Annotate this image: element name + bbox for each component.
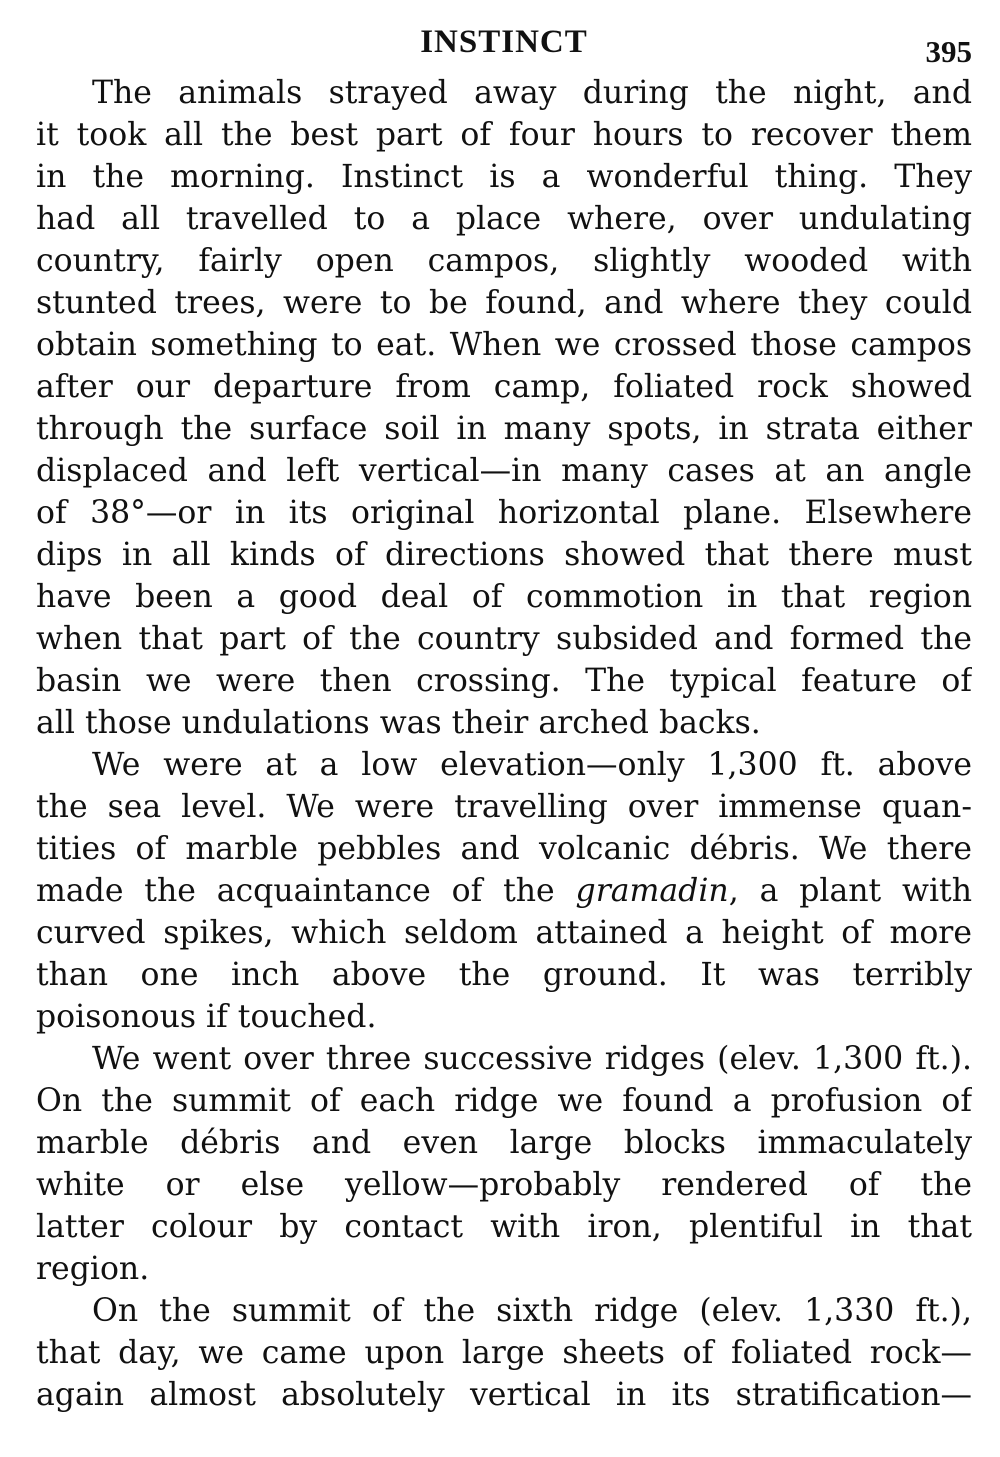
text-line: On the summit of each ridge we found a profusion of [36, 1083, 972, 1119]
page-title: INSTINCT [420, 24, 588, 60]
text-line: latter colour by contact with iron, plentiful in that [36, 1209, 972, 1245]
text-line: We were at a low elevation—only 1,300 ft. above [92, 747, 972, 783]
text-line: We went over three successive ridges (elev. 1,300 ft.). [92, 1041, 972, 1077]
text-line: it took all the best part of four hours to recover them [36, 117, 972, 153]
text-line: all those undulations was their arched backs. [36, 705, 761, 741]
text-line: white or else yellow—probably rendered of the [36, 1167, 972, 1203]
text-line: displaced and left vertical—in many cases at an angle [36, 453, 972, 489]
running-head [36, 20, 972, 72]
text-line: again almost absolutely vertical in its stratification— [36, 1377, 972, 1413]
text-line: made the acquaintance of the gramadin, a plant with [36, 873, 972, 909]
text-line: in the morning. Instinct is a wonderful thing. They [36, 159, 972, 195]
text-line: basin we were then crossing. The typical feature of [36, 663, 972, 699]
paragraph-2 [36, 744, 972, 1038]
text-line: stunted trees, were to be found, and where they could [36, 285, 972, 321]
text-line: marble débris and even large blocks immaculately [36, 1125, 972, 1161]
text-line: of 38°—or in its original horizontal plane. Elsewhere [36, 495, 972, 531]
text-line: had all travelled to a place where, over undulating [36, 201, 972, 237]
page-number: 395 [925, 34, 972, 69]
text-line: region. [36, 1251, 150, 1287]
paragraph-3 [36, 1038, 972, 1290]
text-line: obtain something to eat. When we crossed those campos [36, 327, 972, 363]
paragraph-4 [36, 1290, 972, 1416]
book-page [36, 20, 972, 1440]
text-line: tities of marble pebbles and volcanic débris. We there [36, 831, 972, 867]
text-line: On the summit of the sixth ridge (elev. 1,330 ft.), [92, 1293, 972, 1329]
paragraph-1 [36, 72, 972, 744]
text-line: through the surface soil in many spots, in strata either [36, 411, 972, 447]
text-line: have been a good deal of commotion in that region [36, 579, 972, 615]
text-line: The animals strayed away during the night, and [92, 75, 972, 111]
text-line: that day, we came upon large sheets of foliated rock— [36, 1335, 972, 1371]
text-line: the sea level. We were travelling over immense quan- [36, 789, 972, 825]
text-line: poisonous if touched. [36, 999, 377, 1035]
text-line: when that part of the country subsided and formed the [36, 621, 972, 657]
text-line: country, fairly open campos, slightly wooded with [36, 243, 972, 279]
text-line: curved spikes, which seldom attained a height of more [36, 915, 972, 951]
text-line: dips in all kinds of directions showed that there must [36, 537, 972, 573]
text-line: after our departure from camp, foliated rock showed [36, 369, 972, 405]
italic-term: gramadin [575, 873, 729, 909]
text-line: than one inch above the ground. It was terribly [36, 957, 972, 993]
